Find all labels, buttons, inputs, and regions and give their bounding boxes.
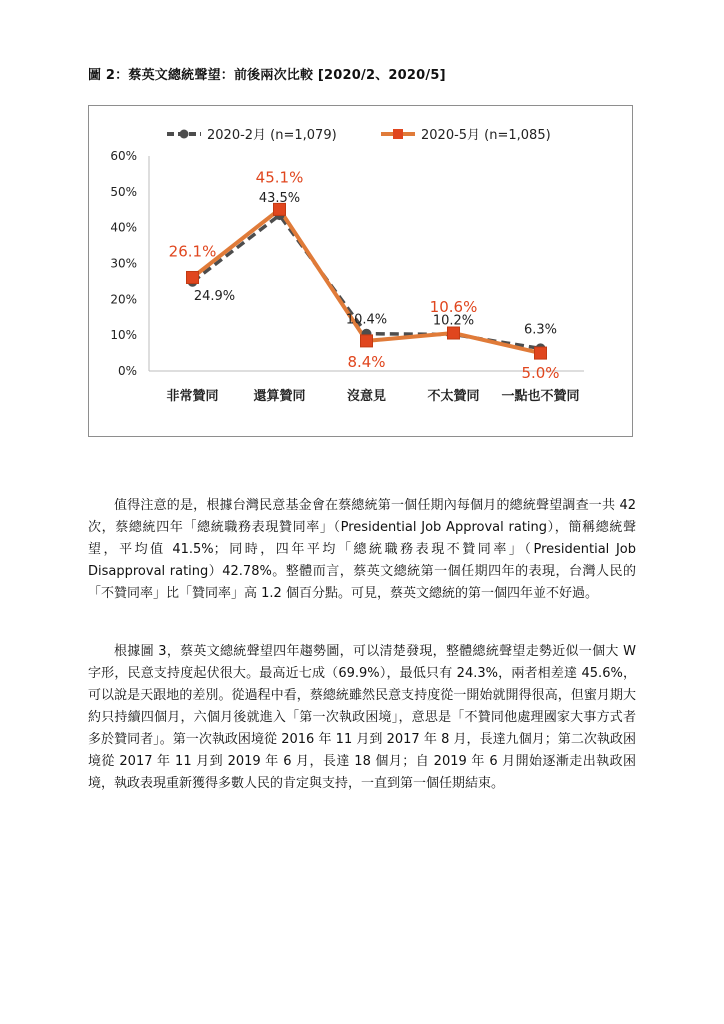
x-tick-label: 沒意見 [346,389,387,404]
data-point-may [535,347,547,359]
data-point-may [361,335,373,347]
data-label-may: 45.1% [255,168,304,187]
y-tick-label: 10% [110,328,137,343]
legend-marker [180,130,189,139]
x-tick-label: 一點也不贊同 [501,389,580,404]
data-label-may: 10.6% [429,298,478,317]
x-tick-label: 還算贊同 [253,389,306,404]
line-chart [88,105,633,437]
y-tick-label: 30% [110,256,137,271]
paragraph-w-trend: 根據圖 3，蔡英文總統聲望四年趨勢圖，可以清楚發現，整體總統聲望走勢近似一個大 W 字形，民意支持度起伏很大。最高近七成（69.9%），最低只有 24.3%，兩者相差達 45.6%，可以說是天跟地的差別。從過程中看，蔡總統雖然民意支持度從一開始就開得很高，但蜜月期大約只持續四個月，六個月後就進入「第一次執政困境」，意思是「不贊同他處理國家大事方式者多於贊同者」。第一次執政困境從 2016 年 11 月到 2017 年 8 月，長達九個月；第二次執政困境從 2017 年 11 月到 2019 年 6 月，長達 18 個月；自 2019 年 6 月開始逐漸走出執政困境，執政表現重新獲得多數人民的肯定與支持，一直到第一個任期結束。 [88,644,636,791]
y-tick-label: 50% [110,184,137,199]
data-label-feb: 43.5% [258,191,301,207]
paragraph-approval-average: 值得注意的是，根據台灣民意基金會在蔡總統第一個任期內每個月的總統聲望調查一共 42 次，蔡總統四年「總統職務表現贊同率」（Presidential Job Approval rating），簡稱總統聲望，平均值 41.5%；同時，四年平均「總統職務表現不贊同率」（Presidential Job Disapproval rating）42.78%。整體而言，蔡英文總統第一個任期四年的表現，台灣人民的「不贊同率」比「贊同率」高 1.2 個百分點。可見，蔡英文總統的第一個四年並不好過。 [88,498,636,601]
data-label-feb: 6.3% [523,322,558,338]
y-tick-label: 0% [117,364,137,378]
data-label-feb: 24.9% [193,288,236,304]
chart-canvas [89,106,634,438]
figure-title: 圖 2：蔡英文總統聲望：前後兩次比較 [2020/2、2020/5] [88,68,446,83]
y-tick-label: 60% [110,149,137,163]
data-label-feb: 10.4% [345,312,388,328]
x-tick-label: 不太贊同 [427,389,480,404]
data-label-may: 5.0% [521,364,560,383]
data-label-feb: 10.2% [432,313,475,329]
x-tick-label: 非常贊同 [166,389,219,404]
legend-label: 2020-5月 (n=1,085) [421,128,551,143]
data-point-may [448,327,460,339]
y-tick-label: 20% [110,292,137,307]
data-label-may: 8.4% [347,352,386,371]
legend-label: 2020-2月 (n=1,079) [207,128,337,143]
data-point-may [187,271,199,283]
legend-marker [393,129,403,139]
data-label-may: 26.1% [168,242,217,261]
y-tick-label: 40% [110,220,137,235]
